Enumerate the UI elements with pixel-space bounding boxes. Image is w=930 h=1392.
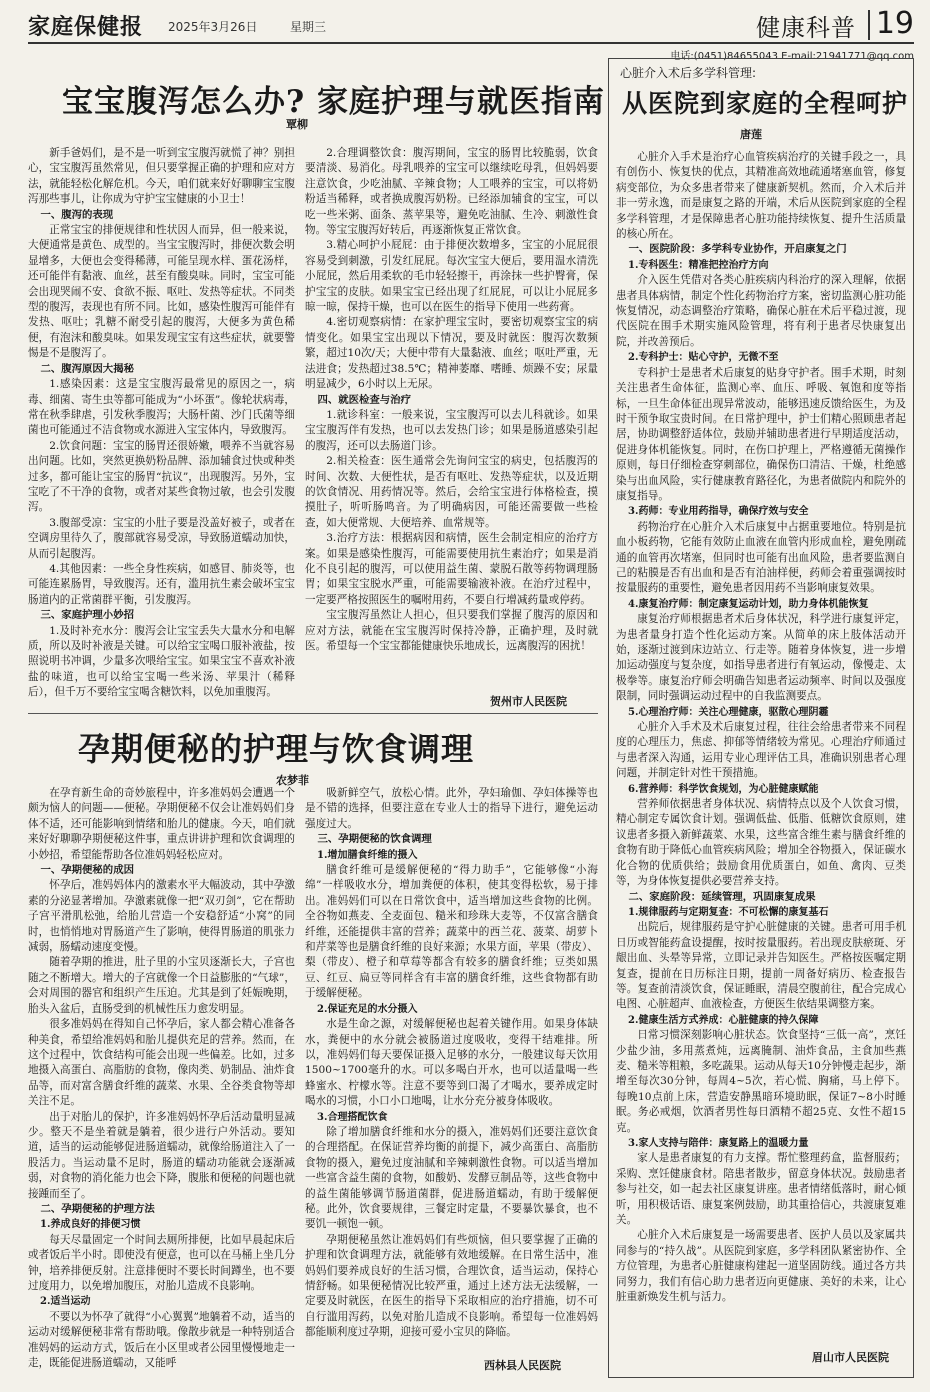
article1-source: 贺州市人民医院 xyxy=(490,695,567,708)
subheading: 1.养成良好的排便习惯 xyxy=(40,1219,141,1231)
subheading: 二、腹泻原因大揭秘 xyxy=(40,362,134,375)
article2-source: 西林县人民医院 xyxy=(484,1359,561,1372)
subheading: 4.康复治疗师：制定康复运动计划，助力身体机能恢复 xyxy=(628,598,869,610)
article1-column-1 xyxy=(28,146,295,698)
paragraph: 日常习惯深刻影响心脏状态。饮食坚持“三低一高”，烹饪少盐少油，多用蒸煮炖，远离腌制、油炸食品，主食加些燕麦、糙米等粗粮，多吃蔬果。运动从每天10分钟慢走起步，渐增至每次30分钟，每周4~5次，若心慌、胸痛，马上停下。每晚10点前上床，营造安静黑暗环境助眠，保证7~8小时睡眠。务必戒烟，饮酒者男性每日酒精不超25克、女性不超15克。 xyxy=(616,1029,906,1134)
paragraph: 3.精心呵护小屁屁：由于排便次数增多，宝宝的小屁屁很容易受到刺激，引发红屁屁。每次宝宝大便后，要用温水清洗小屁屁，然后用柔软的毛巾轻轻擦干，再涂抹一些护臀膏，保护宝宝的皮肤。如果宝宝已经出现了红屁屁，可以让小屁屁多晾一晾，保持干燥，也可以在医生的指导下使用一些药膏。 xyxy=(305,239,598,314)
article2-column-1 xyxy=(28,786,295,1378)
subheading: 一、孕期便秘的成因 xyxy=(40,864,134,877)
paragraph: 不要以为怀孕了就得“小心翼翼”地躺着不动，适当的运动对缓解便秘非常有帮助哦。像散步就是一种特别适合准妈妈的运动方式，饭后在小区里或者公园里慢慢地走一走，既能促进肠道蠕动，又能呼 xyxy=(28,1310,295,1370)
paragraph: 除了增加膳食纤维和水分的摄入，准妈妈们还要注意饮食的合理搭配。在保证营养均衡的前提下，减少高蛋白、高脂肪食物的摄入，避免过度油腻和辛辣刺激性食物。可以适当增加一些富含益生菌的食物，如酸奶、发酵豆制品等，这些食物中的益生菌能够调节肠道菌群，促进肠道蠕动，有助于缓解便秘。此外，饮食要规律，三餐定时定量，不要暴饮暴食，也不要饥一顿饱一顿。 xyxy=(305,1125,598,1231)
paragraph: 心脏介入手术是治疗心血管疾病治疗的关键手段之一，具有创伤小、恢复快的优点，其精准高效地疏通堵塞血管，修复病变部位，为众多患者带来了健康新契机。然而，介入术后并非一劳永逸，而是康复之路的开端，术后从医院到家庭的全程多学科管理，才是保障患者心脏功能持续恢复、提升生活质量的核心所在。 xyxy=(616,151,906,241)
subheading: 1.增加膳食纤维的摄入 xyxy=(317,849,418,861)
subheading: 三、孕期便秘的饮食调理 xyxy=(317,833,432,846)
paragraph: 出院后，规律服药是守护心脏健康的关键。患者可用手机日历或智能药盒设提醒，按时按量服药。若出现皮肤瘀斑、牙龈出血、头晕等异常，立即记录并告知医生。严格按医嘱定期复查，提前在日历标注日期，提前一周备好病历、检查报告等。复查前清淡饮食，保证睡眠，清晨空腹前往，配合完成心电图、心脏超声、血液检查，方便医生依结果调整方案。 xyxy=(616,921,906,1011)
article-divider xyxy=(28,713,598,714)
paragraph: 怀孕后，准妈妈体内的激素水平大幅波动，其中孕激素的分泌显著增加。孕激素就像一把“双刃剑”，它在帮助子宫平滑肌松弛，给胎儿营造一个安稳舒适“小窝”的同时，也悄悄地对胃肠道产生了影响，使得胃肠道的肌张力减弱，肠蠕动速度变慢。 xyxy=(28,879,295,954)
issue-weekday: 星期三 xyxy=(290,20,327,34)
masthead xyxy=(28,8,914,44)
subheading: 1.规律服药与定期复查：不可松懈的康复基石 xyxy=(628,906,829,918)
paragraph: 1.及时补充水分：腹泻会让宝宝丢失大量水分和电解质，所以及时补液是关键。可以给宝宝喝口服补液盐，按照说明书冲调，少量多次喂给宝宝。如果宝宝不喜欢补液盐的味道，也可以给宝宝喝一些米汤、苹果汁（稀释后），但千万不要给宝宝喝含糖饮料，以免加重腹泻。 xyxy=(28,624,295,698)
issue-date: 2025年3月26日 xyxy=(168,20,258,34)
paragraph: 心脏介入手术及术后康复过程，往往会给患者带来不同程度的心理压力，焦虑、抑郁等情绪较为常见。心理治疗师通过与患者深入沟通，运用专业心理评估工具，准确识别患者心理问题，并制定针对性干预措施。 xyxy=(616,721,906,780)
masthead-divider xyxy=(868,10,870,40)
subheading: 3.家人支持与陪伴：康复路上的温暖力量 xyxy=(628,1138,809,1149)
subheading: 1.专科医生：精准把控治疗方向 xyxy=(628,259,769,271)
subheading: 一、医院阶段：多学科专业协作，开启康复之门 xyxy=(628,243,847,256)
subheading: 三、家庭护理小妙招 xyxy=(40,609,134,622)
paragraph: 2.合理调整饮食：腹泻期间，宝宝的肠胃比较脆弱，饮食要清淡、易消化。母乳喂养的宝宝可以继续吃母乳，但妈妈要注意饮食，少吃油腻、辛辣食物；人工喂养的宝宝，可以将奶粉适当稀释，或者换成腹泻奶粉。已经添加辅食的宝宝，可以吃一些米粥、面条、蒸苹果等，避免吃油腻、生冷、刺激性食物。等宝宝腹泻好转后，再逐渐恢复正常饮食。 xyxy=(305,147,598,237)
article1-column-2 xyxy=(305,146,598,680)
paragraph: 水是生命之源，对缓解便秘也起着关键作用。如果身体缺水，粪便中的水分就会被肠道过度吸收，变得干结难排。所以，准妈妈们每天要保证摄入足够的水分，一般建议每天饮用1500~1700毫升的水。可以多喝白开水，也可以适量喝一些蜂蜜水、柠檬水等。注意不要等到口渴了才喝水，要养成定时喝水的习惯，小口小口地喝，让水分充分被身体吸收。 xyxy=(305,1018,598,1108)
paragraph: 4.密切观察病情：在家护理宝宝时，要密切观察宝宝的病情变化。如果宝宝出现以下情况，要及时就医：腹泻次数频繁，超过10次/天；大便中带有大量黏液、血丝；呕吐严重，无法进食；发热超过38.5℃；精神萎靡、嗜睡、烦躁不安；尿量明显减少，6小时以上无尿。 xyxy=(305,316,598,391)
subheading: 一、腹泻的表现 xyxy=(40,208,114,221)
subheading: 3.合理搭配饮食 xyxy=(317,1111,388,1123)
paragraph: 家人是患者康复的有力支撑。帮忙整理药盒，监督服药；采购、烹饪健康食材。陪患者散步，留意身体状况。鼓励患者参与社交，如一起去社区康复讲座。患者情绪低落时，耐心倾听，用积极话语、康复案例鼓励，助其重拾信心，共渡康复难关。 xyxy=(616,1152,906,1227)
subheading: 2.保证充足的水分摄入 xyxy=(317,1003,418,1015)
paragraph: 孕期便秘虽然让准妈妈们有些烦恼，但只要掌握了正确的护理和饮食调理方法，就能够有效地缓解。在日常生活中，准妈妈们要养成良好的生活习惯，合理饮食，适当运动，保持心情舒畅。如果便秘情况比较严重，通过上述方法无法缓解，一定要及时就医，在医生的指导下采取相应的治疗措施，切不可自行滥用泻药，以免对胎儿造成不良影响。希望每一位准妈妈都能顺利度过孕期，迎接可爱小宝贝的降临。 xyxy=(305,1233,598,1339)
paragraph: 1.感染因素：这是宝宝腹泻最常见的原因之一，病毒、细菌、寄生虫等都可能成为“小坏蛋”。像轮状病毒，常在秋季肆虐，引发秋季腹泻；大肠杆菌、沙门氏菌等细菌也可能通过不洁食物或水源进入宝宝体内，导致腹泻。 xyxy=(28,378,295,437)
subheading: 3.药师：专业用药指导，确保疗效与安全 xyxy=(628,506,809,518)
paragraph: 专科护士是患者术后康复的贴身守护者。围手术期，时刻关注患者生命体征，监测心率、血压、呼吸、氧饱和度等指标，一旦生命体征出现异常波动，能够迅速反馈给医生，为及时干预争取宝贵时间。在日常护理中，护士们精心照顾患者起居，协助调整舒适体位，鼓励并辅助患者进行早期适度活动，促进身体机能恢复。同时，在伤口护理上，严格遵循无菌操作原则，每日仔细检查穿刺部位，确保伤口清洁、干燥，杜绝感染与出血风险，实行健康教育路径化，为患者做院内和院外的康复指导。 xyxy=(616,366,906,502)
paragraph: 营养师依据患者身体状况、病情特点以及个人饮食习惯，精心制定专属饮食计划。强调低盐、低脂、低糖饮食原则，建议患者多摄入新鲜蔬菜、水果，这些富含维生素与膳食纤维的食物有助于降低心血管疾病风险；增加全谷物摄入，保证碳水化合物的优质供给；鼓励食用优质蛋白，如鱼、禽肉、豆类等，为身体恢复提供必要营养支持。 xyxy=(616,798,906,888)
paragraph: 宝宝腹泻虽然让人担心，但只要我们掌握了腹泻的原因和应对方法，就能在宝宝腹泻时保持冷静，正确护理，及时就医。希望每一个宝宝都能健康快乐地成长，远离腹泻的困扰！ xyxy=(305,609,598,652)
subheading: 二、孕期便秘的护理方法 xyxy=(40,1202,155,1215)
paragraph: 1.就诊科室：一般来说，宝宝腹泻可以去儿科就诊。如果宝宝腹泻伴有发热，也可以去发热门诊；如果是肠道感染引起的腹泻，还可以去肠道门诊。 xyxy=(305,408,598,452)
paragraph: 药物治疗在心脏介入术后康复中占据重要地位。特别是抗血小板药物，它能有效防止血液在血管内形成血栓，避免刚疏通的血管再次堵塞，但同时也可能有出血风险，患者要监测自己的粘膜是否有出血和是否有泊油样便，药师会着重强调按时按量服药的重要性，避免患者因用药不当影响康复效果。 xyxy=(616,520,906,595)
paragraph: 4.其他因素：一些全身性疾病，如感冒、肺炎等，也可能连累肠胃，导致腹泻。还有，滥用抗生素会破坏宝宝肠道内的正常菌群平衡，引发腹泻。 xyxy=(28,562,295,606)
article2-column-2 xyxy=(305,786,598,1352)
article1-title: 宝宝腹泻怎么办? 家庭护理与就医指南 xyxy=(62,84,605,120)
article3-author: 唐莲 xyxy=(740,128,762,141)
subheading: 5.心理治疗师：关注心理健康，驱散心理阴霾 xyxy=(628,706,829,718)
paragraph: 正常宝宝的排便规律和性状因人而异，但一般来说，大便通常是黄色、成型的。当宝宝腹泻时，排便次数会明显增多，大便也会变得稀薄，可能呈现水样、蛋花汤样，还可能伴有黏液、血丝，甚至有酸臭味。同时，宝宝可能会出现哭闹不安、食欲不振、呕吐、发热等症状。不同类型的腹泻，表现也有所不同。比如，感染性腹泻可能伴有发热、呕吐；乳糖不耐受引起的腹泻，大便多为黄色稀便，有泡沫和酸臭味。如果发现宝宝有这些症状，就要警惕是不是腹泻了。 xyxy=(28,224,295,360)
contact-line: 电话:(0451)84655043 E-mail:21941771@qq.com xyxy=(670,51,914,62)
paragraph: 介入医生凭借对各类心脏疾病内科治疗的深入理解，依据患者具体病情，制定个性化药物治疗方案，密切监测心脏功能恢复情况，动态调整治疗策略，确保心脏在术后平稳过渡，现代医院在围手术期实施风险管理，将有利于患者尽快康复出院，并改善预后。 xyxy=(616,274,906,348)
subheading: 6.营养师：科学饮食规划，为心脏健康赋能 xyxy=(628,783,819,795)
subheading: 四、就医检查与治疗 xyxy=(317,393,411,406)
article2-author: 农梦菲 xyxy=(276,774,309,787)
article3-column xyxy=(616,150,906,1340)
paragraph: 在孕育新生命的奇妙旅程中，许多准妈妈会遭遇一个颇为恼人的问题——便秘。孕期便秘不仅会让准妈妈们身体不适，还可能影响到情绪和胎儿的健康。今天，咱们就来好好聊聊孕期便秘这件事，重点讲讲护理和饮食调理的小妙招，希望能帮助各位准妈妈轻松应对。 xyxy=(28,787,295,861)
subheading: 2.适当运动 xyxy=(40,1296,91,1308)
article1-author: 覃柳 xyxy=(286,118,308,131)
article3-title: 从医院到家庭的全程呵护 xyxy=(622,89,909,118)
paper-name: 家庭保健报 xyxy=(28,14,144,40)
article2-title: 孕期便秘的护理与饮食调理 xyxy=(78,730,475,768)
article3-source: 眉山市人民医院 xyxy=(812,1351,889,1364)
paragraph: 膳食纤维可是缓解便秘的“得力助手”，它能够像“小海绵”一样吸收水分，增加粪便的体积，使其变得松软，易于排出。准妈妈们可以在日常饮食中，适当增加这些食物的比例。全谷物如燕麦、全麦面包、糙米和珍珠大麦等，不仅富含膳食纤维，还能提供丰富的营养；蔬菜中的西兰花、菠菜、胡萝卜和芹菜等也是膳食纤维的良好来源；水果方面，苹果（带皮）、梨（带皮）、橙子和草莓等都含有较多的膳食纤维；豆类如黑豆、红豆、扁豆等同样含有丰富的膳食纤维，这些食物都有助于缓解便秘。 xyxy=(305,864,598,1000)
paragraph: 新手爸妈们，是不是一听到宝宝腹泻就慌了神？别担心，宝宝腹泻虽然常见，但只要掌握正确的护理和应对方法，就能轻松化解危机。今天，咱们就来好好聊聊宝宝腹泻那些事儿，让你成为守护宝宝健康的小卫士！ xyxy=(28,147,295,206)
paragraph: 吸新鲜空气，放松心情。此外，孕妇瑜伽、孕妇体操等也是不错的选择，但要注意在专业人士的指导下进行，避免运动强度过大。 xyxy=(305,787,598,830)
paragraph: 3.治疗方法：根据病因和病情，医生会制定相应的治疗方案。如果是感染性腹泻，可能需要使用抗生素治疗；如果是消化不良引起的腹泻，可以使用益生菌、蒙脱石散等药物调理肠胃；如果宝宝脱水严重，可能需要输液补液。在治疗过程中，一定要严格按照医生的嘱咐用药，不要自行增减药量或停药。 xyxy=(305,532,598,606)
paragraph: 出于对胎儿的保护，许多准妈妈怀孕后活动量明显减少。整天不是坐着就是躺着，很少进行户外活动。要知道，适当的运动能够促进肠道蠕动，就像给肠道注入了一股活力。当运动量不足时，肠道的蠕动功能就会逐渐减弱，对食物的消化能力也会下降，腹胀和便秘的问题也就接踵而至了。 xyxy=(28,1110,295,1200)
subheading: 2.健康生活方式养成：心脏健康的持久保障 xyxy=(628,1014,819,1026)
paragraph: 2.相关检查：医生通常会先询问宝宝的病史，包括腹泻的时间、次数、大便性状，是否有呕吐、发热等症状，以及近期的饮食情况、用药情况等。然后，会给宝宝进行体格检查，摸摸肚子，听听肠鸣音。为了明确病因，可能还需要做一些检查，如大便常规、大便培养、血常规等。 xyxy=(305,455,598,529)
paragraph: 2.饮食问题：宝宝的肠胃还很娇嫩，喂养不当就容易出问题。比如，突然更换奶粉品牌、添加辅食过快或种类过多，都可能让宝宝的肠胃“抗议”，出现腹泻。另外，宝宝吃了不干净的食物，或者对某些食物过敏，也会引发腹泻。 xyxy=(28,439,295,514)
paragraph: 很多准妈妈在得知自己怀孕后，家人都会精心准备各种美食，希望给准妈妈和胎儿提供充足的营养。然而，在这个过程中，饮食结构可能会出现一些偏差。比如，过多地摄入高蛋白、高脂肪的食物，像肉类、奶制品、油炸食品等，而对富含膳食纤维的蔬菜、水果、全谷类食物等却关注不足。 xyxy=(28,1018,295,1108)
section-name: 健康科普 xyxy=(756,14,856,42)
article3-kicker: 心脏介入术后多学科管理: xyxy=(620,66,757,80)
subheading: 2.专科护士：贴心守护，无微不至 xyxy=(628,352,779,364)
paragraph: 3.腹部受凉：宝宝的小肚子要是没盖好被子，或者在空调房里待久了，腹部就容易受凉，导致肠道蠕动加快，从而引起腹泻。 xyxy=(28,516,295,560)
paragraph: 心脏介入术后康复是一场需要患者、医护人员以及家属共同参与的“持久战”。从医院到家庭，多学科团队紧密协作、全方位管理，为患者心脏健康构建起一道坚固防线。通过各方共同努力，我们有信心助力患者迈向更健康、美好的未来，让心脏重新焕发生机与活力。 xyxy=(616,1229,906,1304)
paragraph: 康复治疗师根据患者术后身体状况，科学进行康复评定，为患者量身打造个性化运动方案。从简单的床上肢体活动开始，逐渐过渡到床边站立、行走等。随着身体恢复，进一步增加运动强度与复杂度，如指导患者进行有氧运动，像慢走、太极拳等。康复治疗师会明确告知患者运动频率、时间以及强度限制，同时强调运动过程中的自我监测要点。 xyxy=(616,613,906,703)
paragraph: 随着孕期的推进，肚子里的小宝贝逐渐长大，子宫也随之不断增大。增大的子宫就像一个日益膨胀的“气球”，会对周围的器官和组织产生压迫。尤其是到了妊娠晚期，胎头入盆后，直肠受到的机械性压力愈发明显。 xyxy=(28,956,295,1015)
subheading: 二、家庭阶段：延续管理，巩固康复成果 xyxy=(628,890,816,903)
page-number: 19 xyxy=(875,6,914,41)
paragraph: 每天尽量固定一个时间去厕所排便，比如早晨起床后或者饭后半小时。即使没有便意，也可以在马桶上坐几分钟，培养排便反射。注意排便时不要长时间蹲坐，也不要过度用力，以免增加腹压，对胎儿造成不良影响。 xyxy=(28,1233,295,1292)
